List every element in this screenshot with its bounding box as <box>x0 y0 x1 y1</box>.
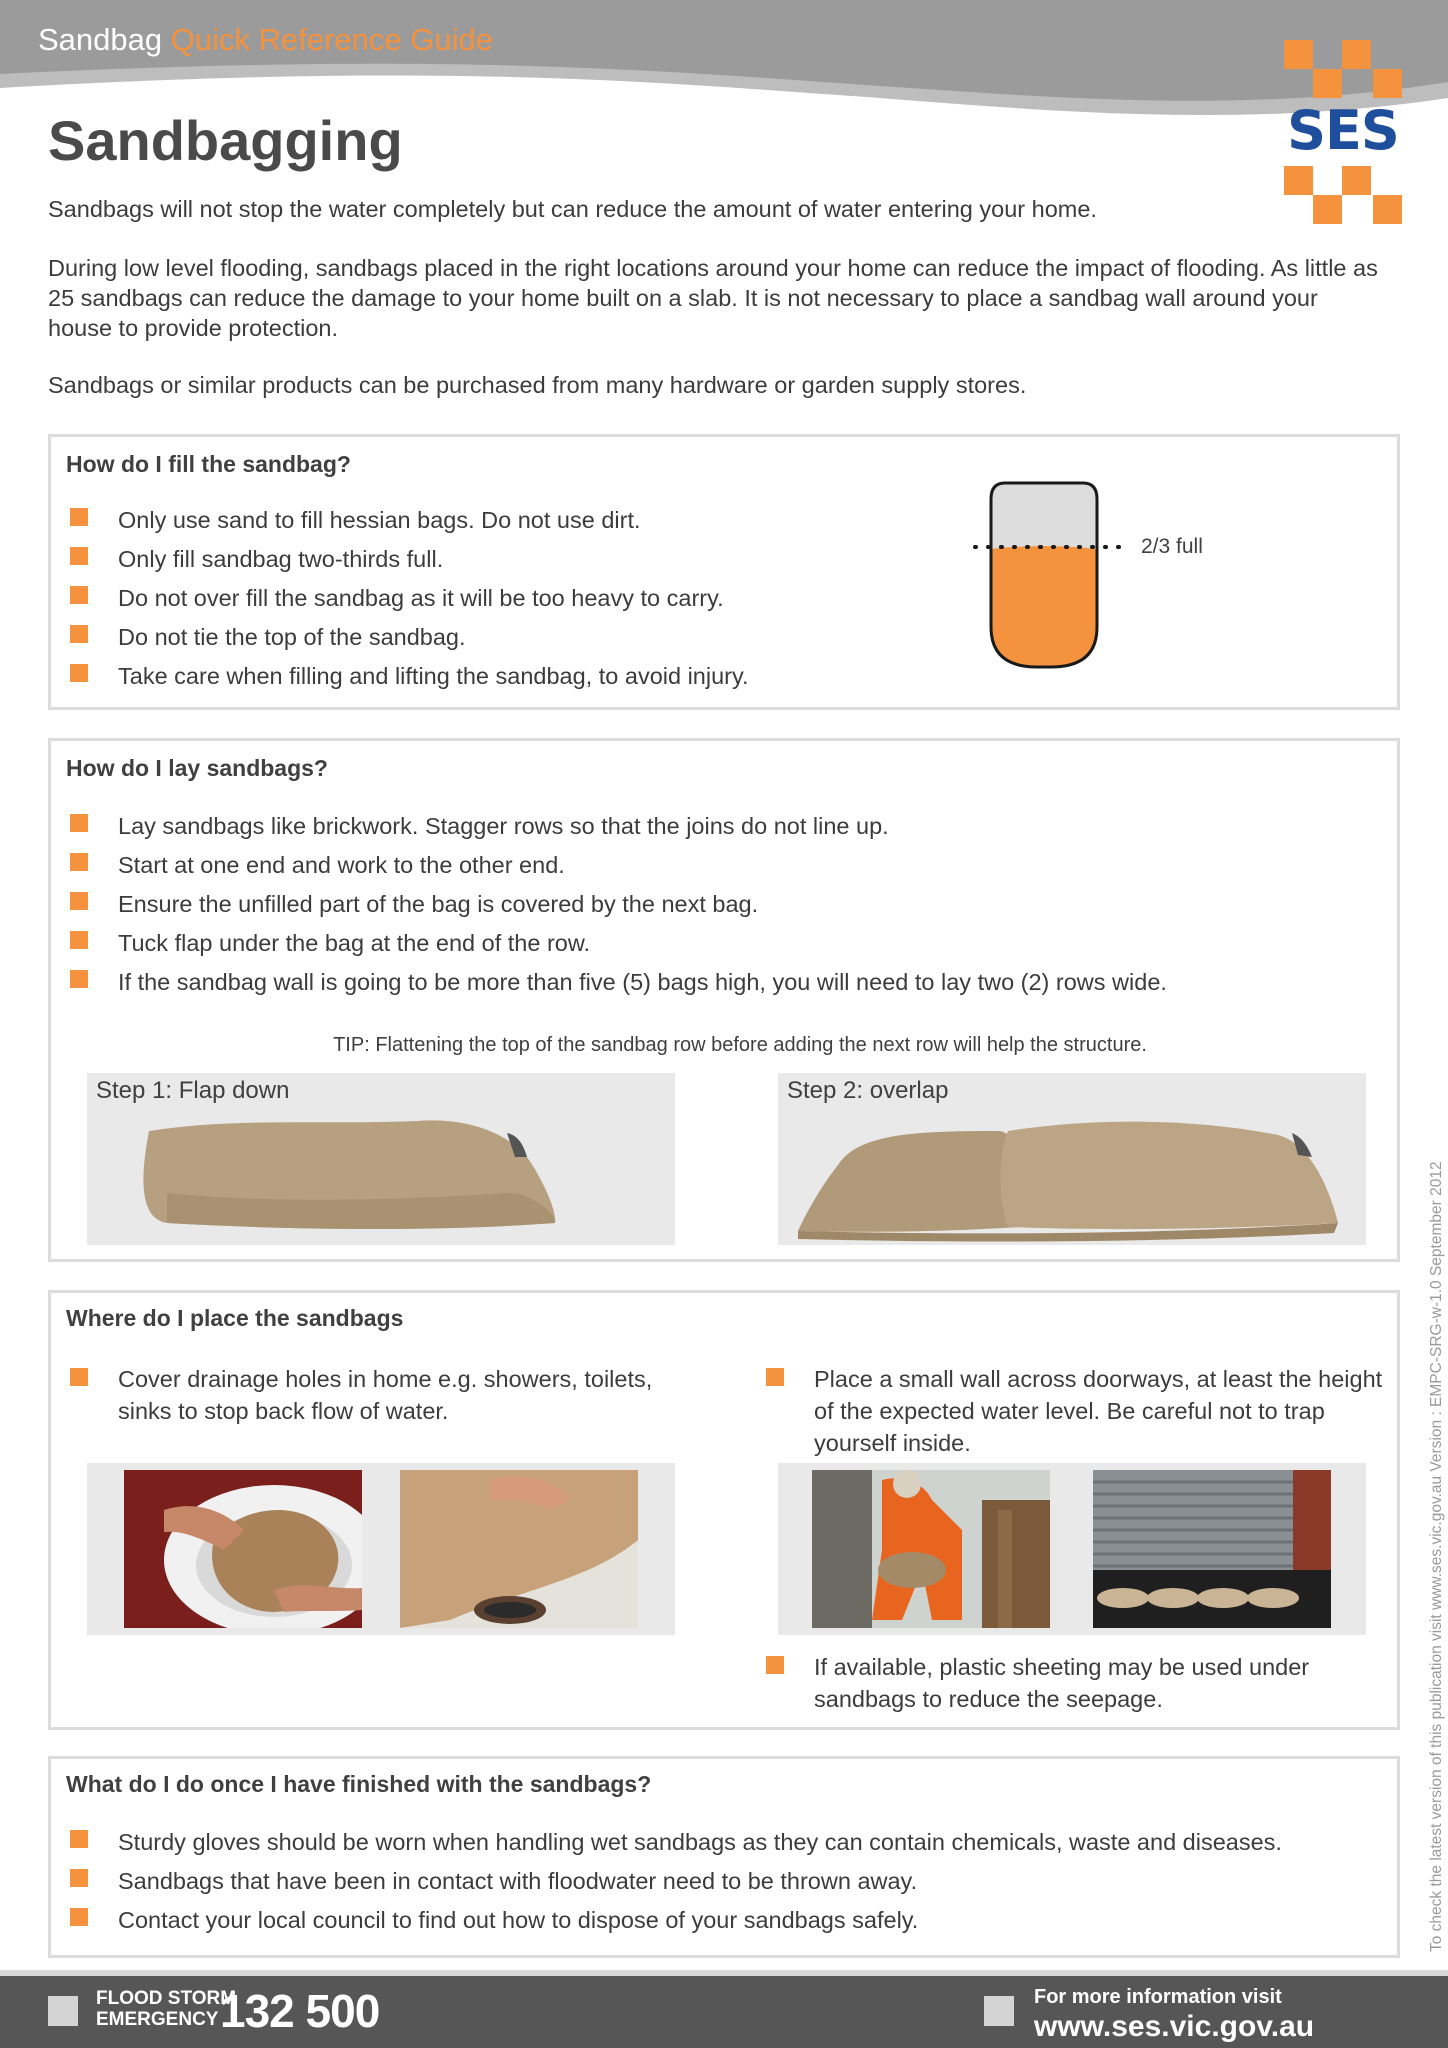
footer-square-icon <box>984 1996 1014 2026</box>
header-title-prefix: Sandbag <box>38 22 163 57</box>
header-title <box>38 22 493 58</box>
info-label: For more information visit <box>1034 1986 1282 2008</box>
lay-heading: How do I lay sandbags? <box>66 755 328 781</box>
lay-list <box>70 813 1167 1008</box>
list-item: Tuck flap under the bag at the end of the row. <box>70 930 1167 969</box>
header-band <box>0 0 1448 120</box>
step2-image <box>778 1073 1366 1245</box>
fill-heading: How do I fill the sandbag? <box>66 451 351 477</box>
emergency-label: EMERGENCY <box>96 2009 219 2030</box>
two-thirds-label: 2/3 full <box>1141 535 1203 558</box>
finished-panel <box>48 1756 1400 1958</box>
ses-logo-text: SES <box>1287 99 1399 162</box>
roller-door-sandbag-photo <box>1093 1470 1331 1628</box>
doorway-photo-box <box>778 1463 1366 1635</box>
place-list-right <box>766 1363 1396 1459</box>
version-note: To check the latest version of this publication visit www.ses.vic.gov.au Version : EMPC-SRG-w-1.0 September 2012 <box>1428 1161 1445 1952</box>
lay-panel <box>48 738 1400 1262</box>
list-item: Start at one end and work to the other end. <box>70 852 1167 891</box>
sandbag-illustration <box>87 1073 675 1245</box>
emergency-phone[interactable]: 132 500 <box>220 1985 380 2037</box>
drain-photo-box <box>87 1463 675 1635</box>
page-title: Sandbagging <box>48 109 403 172</box>
drain-sandbag-photo <box>400 1470 638 1628</box>
intro-paragraph-3: Sandbags or similar products can be purchased from many hardware or garden supply stores. <box>48 372 1027 398</box>
list-item: Take care when filling and lifting the sandbag, to avoid injury. <box>70 663 749 702</box>
list-item: Lay sandbags like brickwork. Stagger rows so that the joins do not line up. <box>70 813 1167 852</box>
sandbag-fill-diagram <box>967 477 1147 677</box>
website-link[interactable]: www.ses.vic.gov.au <box>1034 2010 1315 2043</box>
finished-heading: What do I do once I have finished with the sandbags? <box>66 1771 652 1797</box>
list-item: Sturdy gloves should be worn when handling wet sandbags as they can contain chemicals, waste and diseases. <box>70 1829 1282 1868</box>
list-item: Only use sand to fill hessian bags. Do not use dirt. <box>70 507 749 546</box>
fill-panel <box>48 434 1400 710</box>
lay-tip: TIP: Flattening the top of the sandbag row before adding the next row will help the structure. <box>333 1034 1147 1056</box>
list-item: If the sandbag wall is going to be more than five (5) bags high, you will need to lay two (2) rows wide. <box>70 969 1167 1008</box>
step1-image <box>87 1073 675 1245</box>
list-item: If available, plastic sheeting may be used under sandbags to reduce the seepage. <box>766 1651 1396 1715</box>
place-list-bottom <box>766 1651 1396 1715</box>
list-item: Only fill sandbag two-thirds full. <box>70 546 749 585</box>
intro-paragraph-1: Sandbags will not stop the water completely but can reduce the amount of water entering your home. <box>48 196 1097 222</box>
sandbag-overlap-illustration <box>778 1073 1366 1245</box>
fill-list <box>70 507 749 702</box>
place-panel <box>48 1290 1400 1730</box>
footer <box>0 1976 1448 2048</box>
intro-paragraph-2: During low level flooding, sandbags placed in the right locations around your home can reduce the impact of flooding. As little as 25 sandbags can reduce the damage to your home built on a slab. It is not necessary to place a sandbag wall around your house to provide protection. <box>48 255 1378 341</box>
finished-list <box>70 1829 1282 1946</box>
list-item: Contact your local council to find out how to dispose of your sandbags safely. <box>70 1907 1282 1946</box>
step1-label: Step 1: Flap down <box>96 1077 290 1104</box>
place-heading: Where do I place the sandbags <box>66 1305 404 1331</box>
list-item: Cover drainage holes in home e.g. showers, toilets, sinks to stop back flow of water. <box>70 1363 690 1427</box>
toilet-sandbag-photo <box>124 1470 362 1628</box>
flood-storm-label: FLOOD STORM <box>96 1988 237 2009</box>
volunteer-doorway-photo <box>812 1470 1050 1628</box>
list-item: Do not over fill the sandbag as it will be too heavy to carry. <box>70 585 749 624</box>
list-item: Place a small wall across doorways, at least the height of the expected water level. Be careful not to trap yourself inside. <box>766 1363 1396 1459</box>
header-title-accent: Quick Reference Guide <box>170 22 493 57</box>
place-list-left <box>70 1363 690 1427</box>
list-item: Do not tie the top of the sandbag. <box>70 624 749 663</box>
footer-square-icon <box>48 1996 78 2026</box>
list-item: Sandbags that have been in contact with floodwater need to be thrown away. <box>70 1868 1282 1907</box>
list-item: Ensure the unfilled part of the bag is covered by the next bag. <box>70 891 1167 930</box>
step2-label: Step 2: overlap <box>787 1077 949 1104</box>
